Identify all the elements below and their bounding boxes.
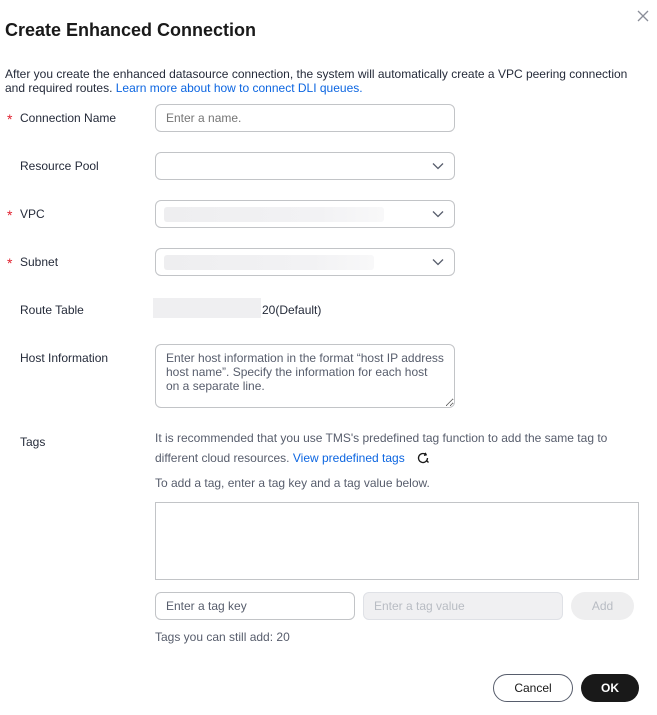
route-table-label: Route Table xyxy=(20,303,84,317)
view-predefined-tags-link[interactable]: View predefined tags xyxy=(292,451,405,465)
tag-key-input[interactable] xyxy=(155,592,355,620)
resource-pool-select[interactable] xyxy=(155,152,455,180)
tags-instruction: To add a tag, enter a tag key and a tag value below. xyxy=(155,476,430,490)
vpc-label: VPC xyxy=(20,207,45,221)
subnet-label: Subnet xyxy=(20,255,59,269)
required-mark: * xyxy=(7,111,13,127)
add-tag-button[interactable]: Add xyxy=(571,592,634,620)
tag-list-area xyxy=(155,502,639,580)
tag-value-input[interactable] xyxy=(363,592,563,620)
required-mark: * xyxy=(7,207,13,223)
connection-name-label: Connection Name xyxy=(20,111,117,125)
refresh-icon[interactable] xyxy=(416,451,430,465)
connection-name-input[interactable] xyxy=(155,104,455,132)
resource-pool-label: Resource Pool xyxy=(20,159,99,173)
vpc-value-redacted xyxy=(164,207,384,222)
vpc-select[interactable] xyxy=(155,200,455,228)
ok-button[interactable]: OK xyxy=(581,674,639,702)
tags-remaining-text: Tags you can still add: 20 xyxy=(155,630,290,644)
chevron-down-icon xyxy=(432,209,444,219)
host-information-textarea[interactable] xyxy=(155,344,455,408)
route-table-value: 20(Default) xyxy=(262,303,322,317)
chevron-down-icon xyxy=(432,161,444,171)
tags-help-text xyxy=(155,428,635,468)
chevron-down-icon xyxy=(432,257,444,267)
dialog-description xyxy=(5,67,645,95)
subnet-select[interactable] xyxy=(155,248,455,276)
learn-more-link[interactable]: Learn more about how to connect DLI queues. xyxy=(115,81,363,95)
required-mark: * xyxy=(7,255,13,271)
close-icon[interactable] xyxy=(636,9,650,23)
dialog-title: Create Enhanced Connection xyxy=(5,20,257,40)
cancel-button[interactable]: Cancel xyxy=(493,674,573,702)
host-information-label: Host Information xyxy=(20,351,109,365)
tags-label: Tags xyxy=(20,435,46,449)
route-table-value-redacted xyxy=(153,298,261,318)
subnet-value-redacted xyxy=(164,255,374,270)
description-text: After you create the enhanced datasource connection, the system will automatically create a VPC peering connection and required routes. xyxy=(5,67,628,95)
tags-help-body: It is recommended that you use TMS's predefined tag function to add the same tag to different cloud resources. xyxy=(155,431,608,465)
